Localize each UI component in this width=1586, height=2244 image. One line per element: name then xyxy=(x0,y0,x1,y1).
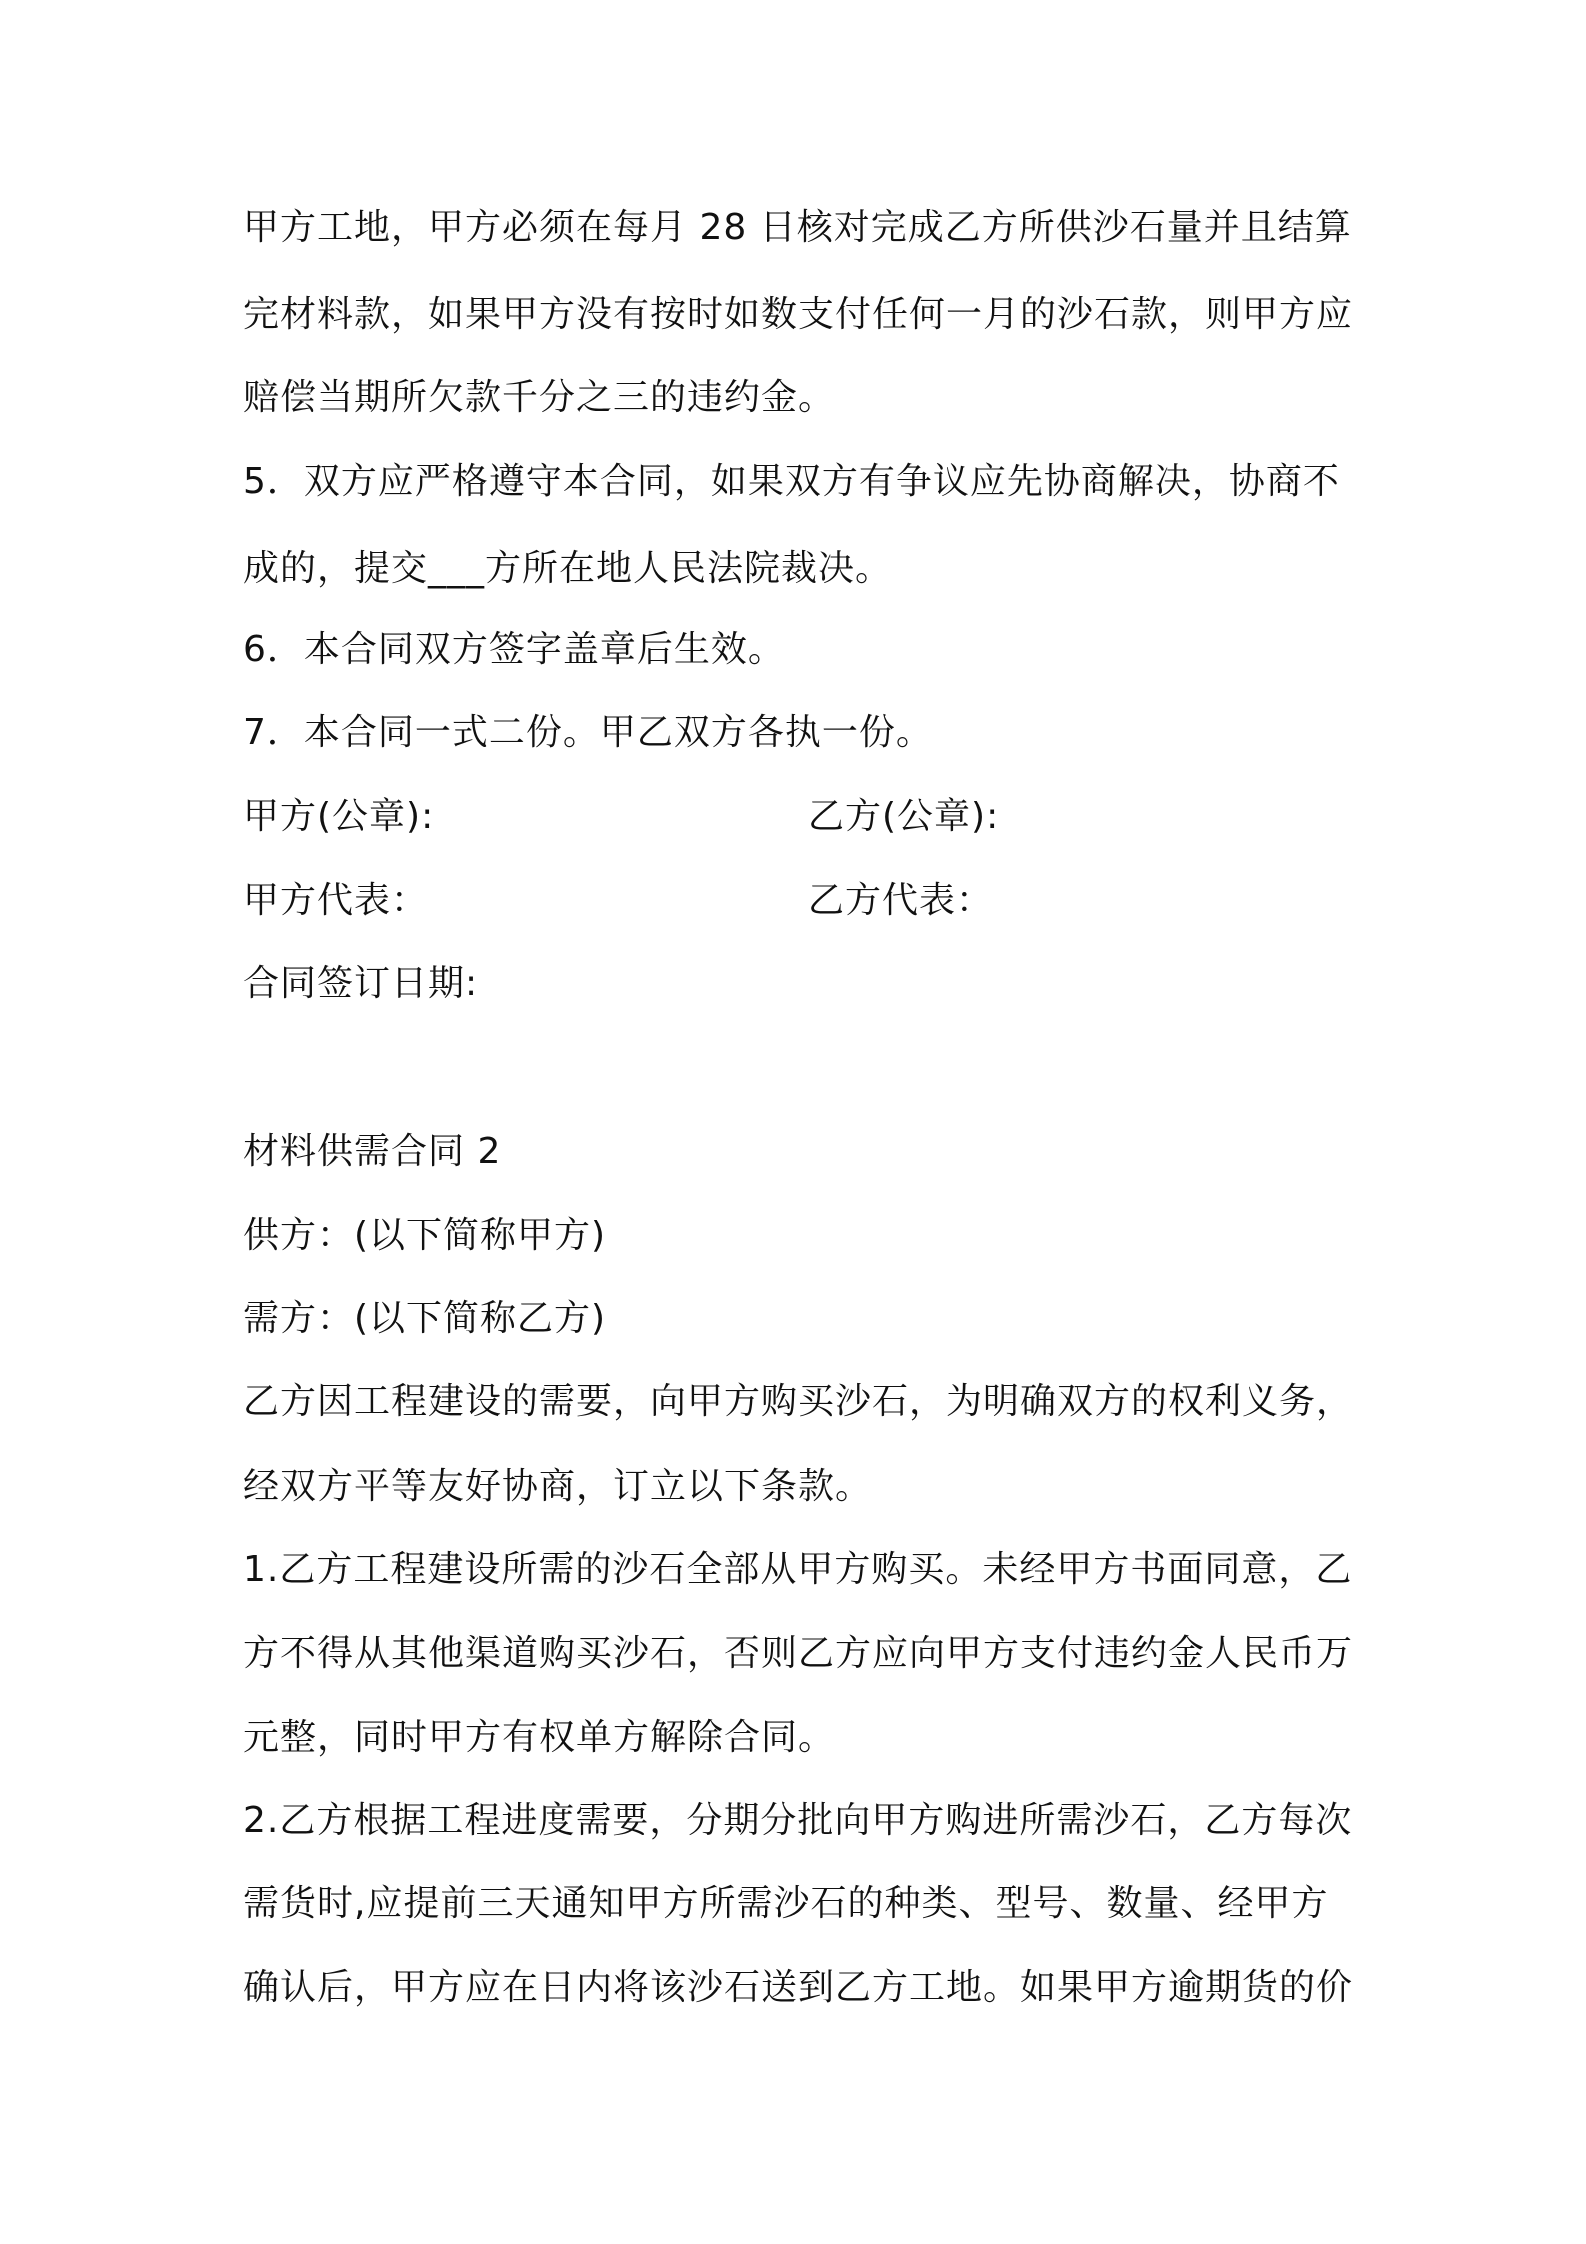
clause-1-line: 方不得从其他渠道购买沙石，否则乙方应向甲方支付违约金人民币万 xyxy=(243,1633,1354,1674)
clause-2-line: 2.乙方根据工程进度需要，分期分批向甲方购进所需沙石，乙方每次 xyxy=(243,1800,1353,1841)
clause-7-line: 7．本合同一式二份。甲乙双方各执一份。 xyxy=(243,712,933,753)
clause-5-line: 成的，提交___方所在地人民法院裁决。 xyxy=(243,548,893,589)
paragraph-line: 乙方因工程建设的需要，向甲方购买沙石，为明确双方的权利义务， xyxy=(243,1381,1354,1422)
party-b-rep-label: 乙方代表： xyxy=(808,880,994,921)
party-b-seal-label: 乙方(公章): xyxy=(808,796,1000,837)
clause-6-line: 6．本合同双方签字盖章后生效。 xyxy=(243,629,785,670)
party-a-rep-label: 甲方代表： xyxy=(243,880,429,921)
clause-5-line: 5．双方应严格遵守本合同，如果双方有争议应先协商解决，协商不 xyxy=(243,461,1340,502)
clause-1-line: 元整，同时甲方有权单方解除合同。 xyxy=(243,1717,836,1758)
clause-1-line: 1.乙方工程建设所需的沙石全部从甲方购买。未经甲方书面同意，乙 xyxy=(243,1549,1353,1590)
supplier-line: 供方：(以下简称甲方) xyxy=(243,1215,607,1256)
paragraph-line: 赔偿当期所欠款千分之三的违约金。 xyxy=(243,377,836,418)
paragraph-line: 完材料款，如果甲方没有按时如数支付任何一月的沙石款，则甲方应 xyxy=(243,294,1354,335)
clause-2-line: 需货时,应提前三天通知甲方所需沙石的种类、型号、数量、经甲方 xyxy=(243,1883,1329,1924)
clause-2-line: 确认后，甲方应在日内将该沙石送到乙方工地。如果甲方逾期货的价 xyxy=(243,1967,1354,2008)
sign-date-label: 合同签订日期: xyxy=(243,963,479,1004)
contract-title: 材料供需合同 2 xyxy=(243,1131,502,1172)
paragraph-line: 甲方工地，甲方必须在每月 28 日核对完成乙方所供沙石量并且结算 xyxy=(243,207,1352,248)
buyer-line: 需方：(以下简称乙方) xyxy=(243,1298,607,1339)
paragraph-line: 经双方平等友好协商，订立以下条款。 xyxy=(243,1466,873,1507)
party-a-seal-label: 甲方(公章): xyxy=(243,796,435,837)
